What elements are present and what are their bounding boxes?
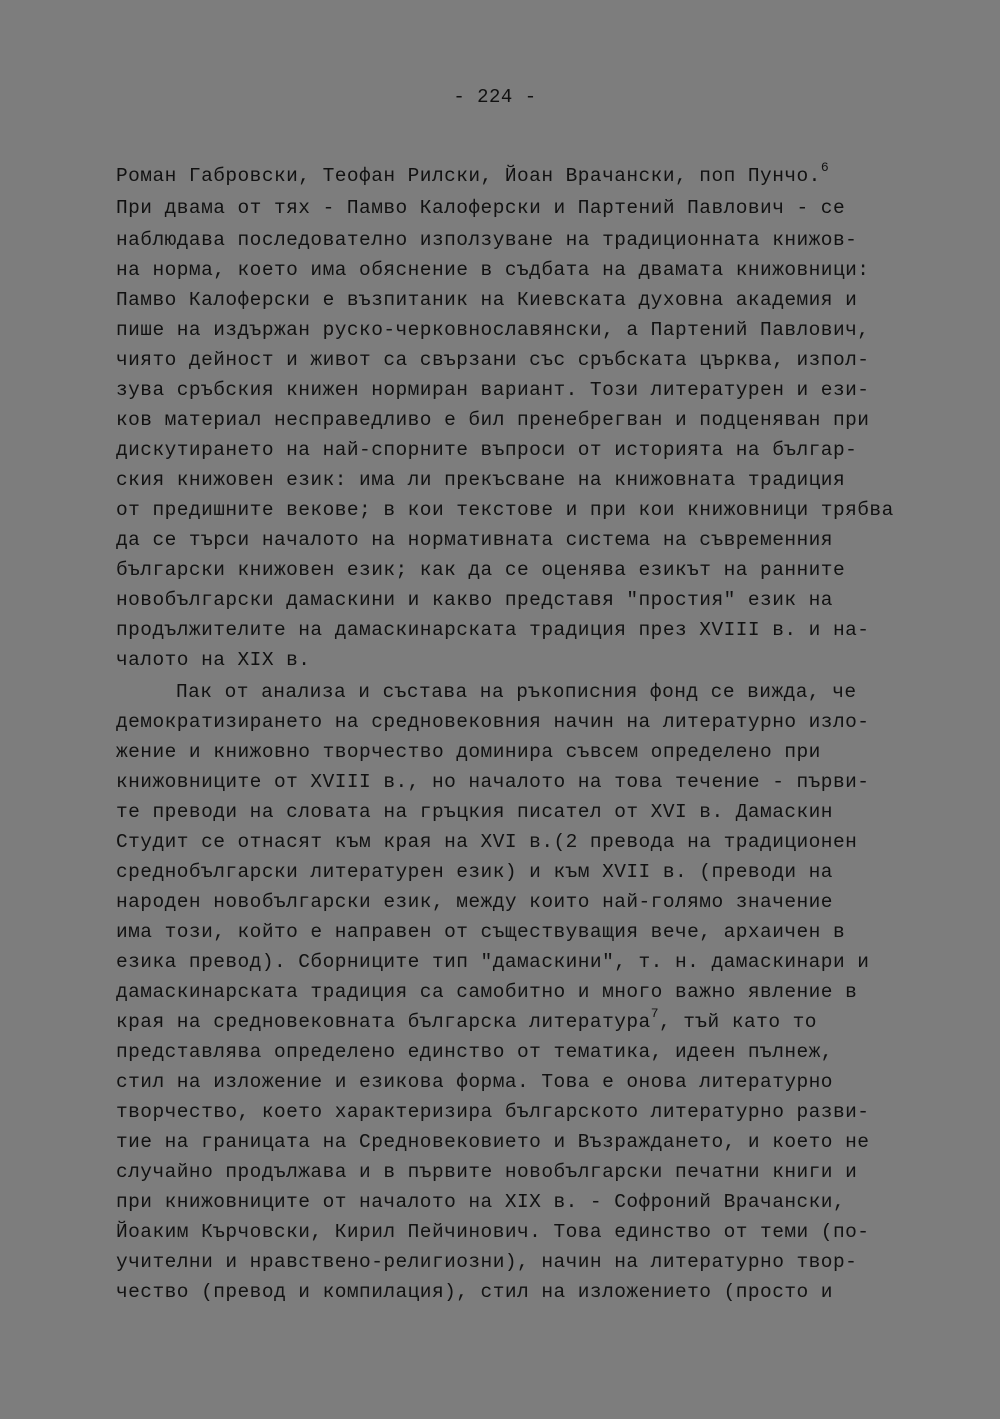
text-line: новобългарски дамаскини и какво представя "простия" език на bbox=[116, 589, 833, 611]
text-line: демократизирането на средновековния начин на литературно изло- bbox=[116, 711, 870, 733]
text-line: продължителите на дамаскинарската традиция през XVIII в. и на- bbox=[116, 619, 870, 641]
line-text: , тъй като то bbox=[658, 1011, 817, 1033]
footnote-marker: 6 bbox=[820, 160, 830, 175]
text-line: случайно продължава и в първите новобългарски печатни книги и bbox=[116, 1161, 858, 1183]
text-line: дамаскинарската традиция са самобитно и много важно явление в bbox=[116, 981, 858, 1003]
text-line: чиято дейност и живот са свързани със сръбската църква, изпол- bbox=[116, 349, 870, 371]
text-line bbox=[116, 161, 829, 193]
text-line: наблюдава последователно използуване на традиционната книжов- bbox=[116, 229, 858, 251]
text-line: ков материал несправедливо е бил пренебрегван и подценяван при bbox=[116, 409, 870, 431]
text-line: Йоаким Кърчовски, Кирил Пейчинович. Това единство от теми (по- bbox=[116, 1221, 870, 1243]
text-line: дискутирането на най-спорните въпроси от историята на българ- bbox=[116, 439, 858, 461]
text-line: представлява определено единство от тематика, идеен пълнеж, bbox=[116, 1041, 833, 1063]
text-line: стил на изложение и езикова форма. Това е онова литературно bbox=[116, 1071, 833, 1093]
text-line: има този, който е направен от съществуващия вече, архаичен в bbox=[116, 921, 846, 943]
footnote-marker: 7 bbox=[650, 1006, 659, 1021]
text-line: ския книжовен език: има ли прекъсване на книжовната традиция bbox=[116, 469, 846, 491]
text-line: Пак от анализа и състава на ръкописния фонд се вижда, че bbox=[176, 681, 857, 703]
text-line: чество (превод и компилация), стил на изложението (просто и bbox=[116, 1281, 833, 1303]
page-number: - 224 - bbox=[453, 86, 537, 108]
text-line bbox=[116, 1007, 817, 1039]
text-line: среднобългарски литературен език) и към XVII в. (преводи на bbox=[116, 861, 833, 883]
text-line: да се търси началото на нормативната система на съвременния bbox=[116, 529, 833, 551]
line-text: края на средновековната българска литература bbox=[116, 1011, 651, 1033]
text-line: български книжовен език; как да се оценява езикът на ранните bbox=[116, 559, 846, 581]
text-line: учителни и нравствено-религиозни), начин на литературно твор- bbox=[116, 1251, 858, 1273]
text-line: творчество, което характеризира българското литературно разви- bbox=[116, 1101, 870, 1123]
text-line: чалото на XIX в. bbox=[116, 649, 311, 671]
line-text: Роман Габровски, Теофан Рилски, Йоан Врачански, поп Пунчо. bbox=[116, 165, 821, 187]
text-line: езика превод). Сборниците тип "дамаскини", т. н. дамаскинари и bbox=[116, 951, 870, 973]
text-line: Памво Калоферски е възпитаник на Киевската духовна академия и bbox=[116, 289, 858, 311]
text-line: Студит се отнасят към края на XVI в.(2 превода на традиционен bbox=[116, 831, 858, 853]
text-line: от предишните векове; в кои текстове и при кои книжовници трябва bbox=[116, 499, 894, 521]
text-line: жение и книжовно творчество доминира съвсем определено при bbox=[116, 741, 821, 763]
text-line: на норма, което има обяснение в съдбата на двамата книжовници: bbox=[116, 259, 870, 281]
text-line: зува сръбския книжен нормиран вариант. Този литературен и ези- bbox=[116, 379, 870, 401]
text-line: народен новобългарски език, между които най-голямо значение bbox=[116, 891, 833, 913]
text-line: те преводи на словата на гръцкия писател от XVI в. Дамаскин bbox=[116, 801, 833, 823]
text-line: при книжовниците от началото на XIX в. - Софроний Врачански, bbox=[116, 1191, 846, 1213]
text-line: пише на издържан руско-черковнославянски, а Партений Павлович, bbox=[116, 319, 870, 341]
text-line: книжовниците от XVIII в., но началото на това течение - първи- bbox=[116, 771, 870, 793]
text-line: При двама от тях - Памво Калоферски и Партений Павлович - се bbox=[116, 197, 846, 219]
text-line: тие на границата на Средновековието и Възраждането, и което не bbox=[116, 1131, 870, 1153]
